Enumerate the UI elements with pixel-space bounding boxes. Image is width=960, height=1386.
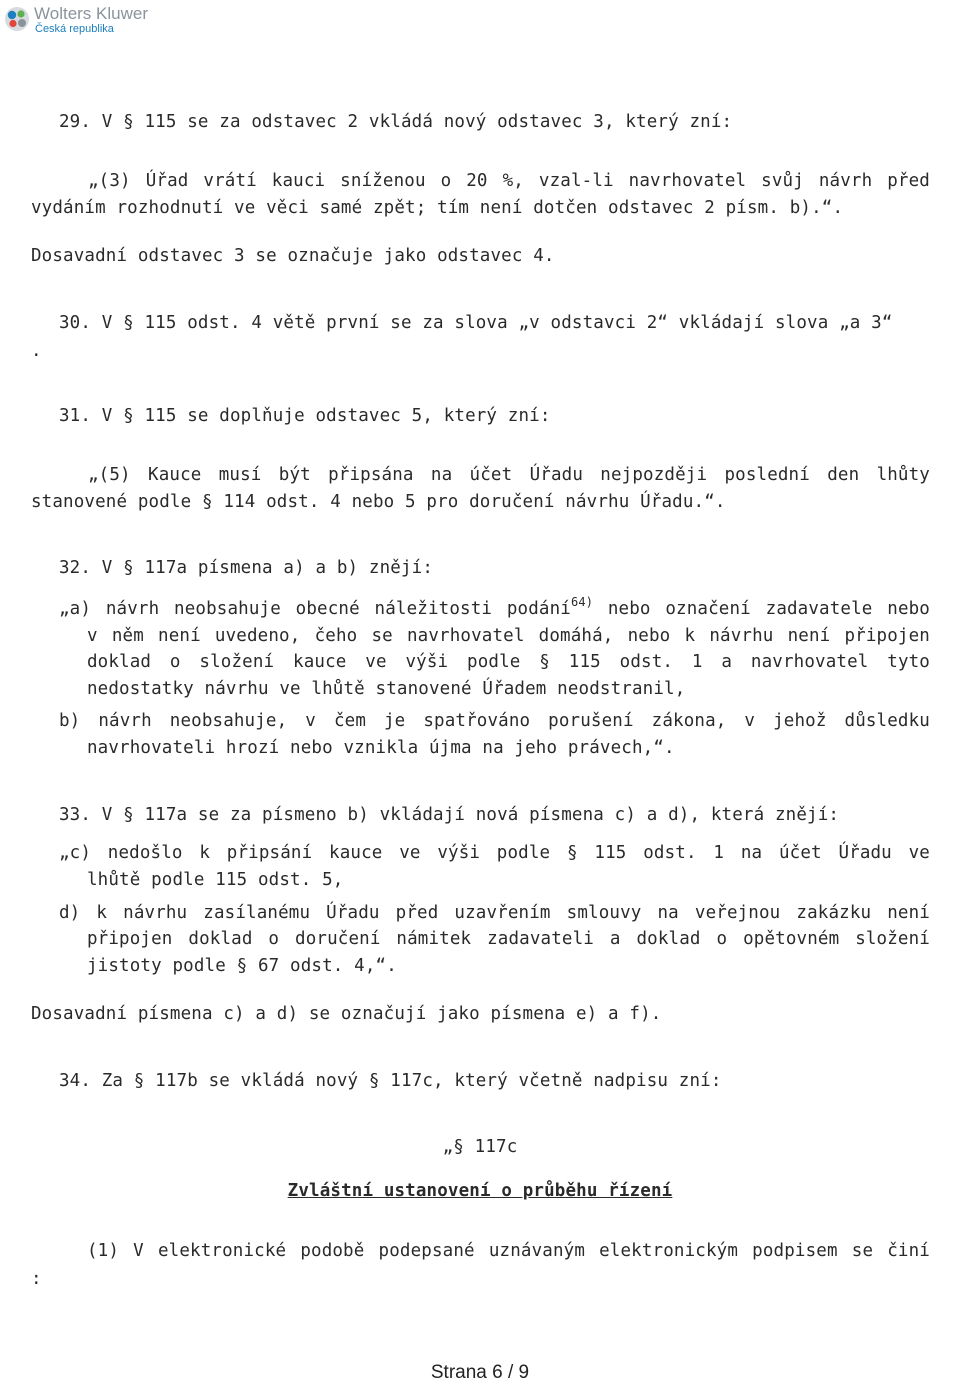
item-32-title: 32. V § 117a písmena a) a b) znějí: bbox=[59, 558, 434, 578]
brand-subtitle: Česká republika bbox=[35, 23, 114, 35]
item-32-b-line-1: b) návrh neobsahuje, v čem je spatřováno porušení zákona, v jehož důsledku bbox=[59, 711, 930, 731]
item-34-text-line-1: (1) V elektronické podobě podepsané uznávaným elektronickým podpisem se činí bbox=[87, 1241, 930, 1261]
item-31-quote-line-1: „(5) Kauce musí být připsána na účet Úřadu nejpozději poslední den lhůty bbox=[88, 465, 930, 485]
item-31-quote-line-2: stanovené podle § 114 odst. 4 nebo 5 pro doručení návrhu Úřadu.“. bbox=[31, 492, 726, 512]
item-33-d-line-1: d) k návrhu zasílanému Úřadu před uzavřením smlouvy na veřejnou zakázku není bbox=[59, 903, 930, 923]
item-29-quote-line-1: „(3) Úřad vrátí kauci sníženou o 20 %, vzal-li navrhovatel svůj návrh před bbox=[88, 171, 930, 191]
page-number: Strana 6 / 9 bbox=[430, 1362, 530, 1383]
item-32-a-line-1: „a) návrh neobsahuje obecné náležitosti podání$^{64)}$ nebo označení zadavatele nebo bbox=[59, 595, 930, 619]
footnote-ref: 64) bbox=[570, 595, 594, 609]
section-number: „§ 117c bbox=[442, 1137, 518, 1157]
item-29-note: Dosavadní odstavec 3 se označuje jako odstavec 4. bbox=[31, 246, 555, 266]
item-32-b-line-2: navrhovateli hrozí nebo vznikla újma na jeho právech,“. bbox=[87, 738, 675, 758]
item-33-c-line-1: „c) nedošlo k připsání kauce ve výši podle § 115 odst. 1 na účet Úřadu ve bbox=[59, 843, 930, 863]
item-34-title: 34. Za § 117b se vkládá nový § 117c, který včetně nadpisu zní: bbox=[59, 1071, 722, 1091]
item-31-title: 31. V § 115 se doplňuje odstavec 5, který zní: bbox=[59, 406, 551, 426]
item-33-c-line-2: lhůtě podle 115 odst. 5, bbox=[87, 870, 344, 890]
item-33-d-line-3: jistoty podle § 67 odst. 4,“. bbox=[87, 956, 397, 976]
item-32-a-line-3: doklad o složení kauce ve výši podle § 115 odst. 1 a navrhovatel tyto bbox=[87, 652, 930, 672]
wolters-kluwer-logo-icon bbox=[4, 6, 30, 32]
item-32-a-line-4: nedostatky návrhu ve lhůtě stanovené Úřadem neodstranil, bbox=[87, 679, 686, 699]
item-33-note: Dosavadní písmena c) a d) se označují jako písmena e) a f). bbox=[31, 1004, 662, 1024]
item-34-stray-colon: : bbox=[31, 1269, 42, 1289]
item-29-quote-line-2: vydáním rozhodnutí ve věci samé zpět; tím není dotčen odstavec 2 písm. b).“. bbox=[31, 198, 844, 218]
item-32-a-line-2: v něm není uvedeno, čeho se navrhovatel domáhá, nebo k návrhu není připojen bbox=[87, 626, 930, 646]
item-30-title: 30. V § 115 odst. 4 větě první se za slova „v odstavci 2“ vkládají slova „a 3“ bbox=[59, 313, 893, 333]
item-33-d-line-2: připojen doklad o doručení námitek zadavateli a doklad o opětovném složení bbox=[87, 929, 930, 949]
item-30-stray-dot: . bbox=[31, 341, 42, 361]
item-29-title: 29. V § 115 se za odstavec 2 vkládá nový odstavec 3, který zní: bbox=[59, 112, 733, 132]
section-heading: Zvláštní ustanovení o průběhu řízení bbox=[287, 1181, 673, 1201]
brand-name: Wolters Kluwer bbox=[34, 4, 148, 23]
item-33-title: 33. V § 117a se za písmeno b) vkládají nová písmena c) a d), která znějí: bbox=[59, 805, 840, 825]
